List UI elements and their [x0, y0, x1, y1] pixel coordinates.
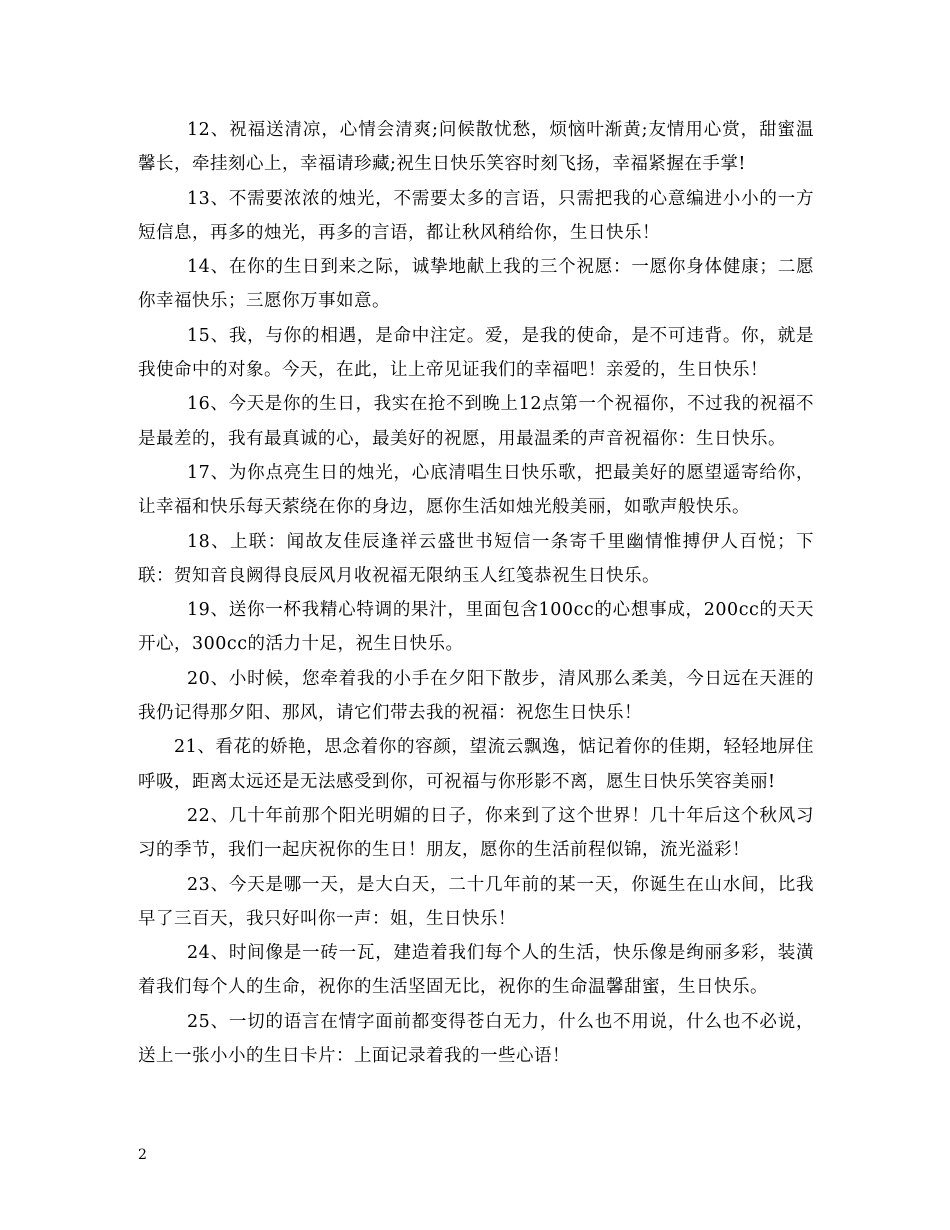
paragraph-18: 18、上联：闻故友佳辰逢祥云盛世书短信一条寄千里幽情惟搏伊人百悦；下联：贺知音良阙得良辰风月收祝福无限纳玉人红笺恭祝生日快乐。: [138, 531, 814, 586]
paragraph-25: 25、一切的语言在情字面前都变得苍白无力，什么也不用说，什么也不必说，送上一张小小的生日卡片：上面记录着我的一些心语！: [138, 1011, 814, 1067]
paragraph-20: 20、小时候，您牵着我的小手在夕阳下散步，清风那么柔美，今日远在天涯的我仍记得那夕阳、那风，请它们带去我的祝福：祝您生日快乐！: [138, 668, 814, 724]
paragraph-24: 24、时间像是一砖一瓦，建造着我们每个人的生活，快乐像是绚丽多彩，装潢着我们每个人的生命，祝你的生活坚固无比，祝你的生命温馨甜蜜，生日快乐。: [138, 943, 814, 998]
paragraph-19: 19、送你一杯我精心特调的果汁，里面包含100cc的心想事成，200cc的天天开心，300cc的活力十足，祝生日快乐。: [138, 600, 814, 655]
paragraph-23: 23、今天是哪一天，是大白天，二十几年前的某一天，你诞生在山水间，比我早了三百天，我只好叫你一声：姐，生日快乐！: [138, 874, 814, 929]
paragraph-17: 17、为你点亮生日的烛光，心底清唱生日快乐歌，把最美好的愿望遥寄给你，让幸福和快乐每天萦绕在你的身边，愿你生活如烛光般美丽，如歌声般快乐。: [138, 462, 814, 518]
page-number: 2: [138, 1147, 147, 1163]
paragraph-12: 12、祝福送清凉，心情会清爽;问候散忧愁，烦恼叶渐黄;友情用心赏，甜蜜温馨长，牵挂刻心上，幸福请珍藏;祝生日快乐笑容时刻飞扬，幸福紧握在手掌!: [138, 120, 814, 175]
paragraph-21: 21、看花的娇艳，思念着你的容颜，望流云飘逸，惦记着你的佳期，轻轻地屏住呼吸，距离太远还是无法感受到你，可祝福与你形影不离，愿生日快乐笑容美丽!: [138, 737, 814, 792]
paragraph-14: 14、在你的生日到来之际，诚挚地献上我的三个祝愿：一愿你身体健康；二愿你幸福快乐；三愿你万事如意。: [138, 257, 814, 312]
document-body: [138, 113, 814, 1073]
paragraph-22: 22、几十年前那个阳光明媚的日子，你来到了这个世界！几十年后这个秋风习习的季节，我们一起庆祝你的生日！朋友，愿你的生活前程似锦，流光溢彩！: [138, 805, 814, 861]
paragraph-13: 13、不需要浓浓的烛光，不需要太多的言语，只需把我的心意编进小小的一方短信息，再多的烛光，再多的言语，都让秋风稍给你，生日快乐！: [138, 188, 814, 243]
paragraph-15: 15、我，与你的相遇，是命中注定。爱，是我的使命，是不可违背。你，就是我使命中的对象。今天，在此，让上帝见证我们的幸福吧！亲爱的，生日快乐！: [138, 325, 814, 381]
paragraph-16: 16、今天是你的生日，我实在抢不到晚上12点第一个祝福你，不过我的祝福不是最差的，我有最真诚的心，最美好的祝愿，用最温柔的声音祝福你：生日快乐。: [138, 394, 814, 449]
